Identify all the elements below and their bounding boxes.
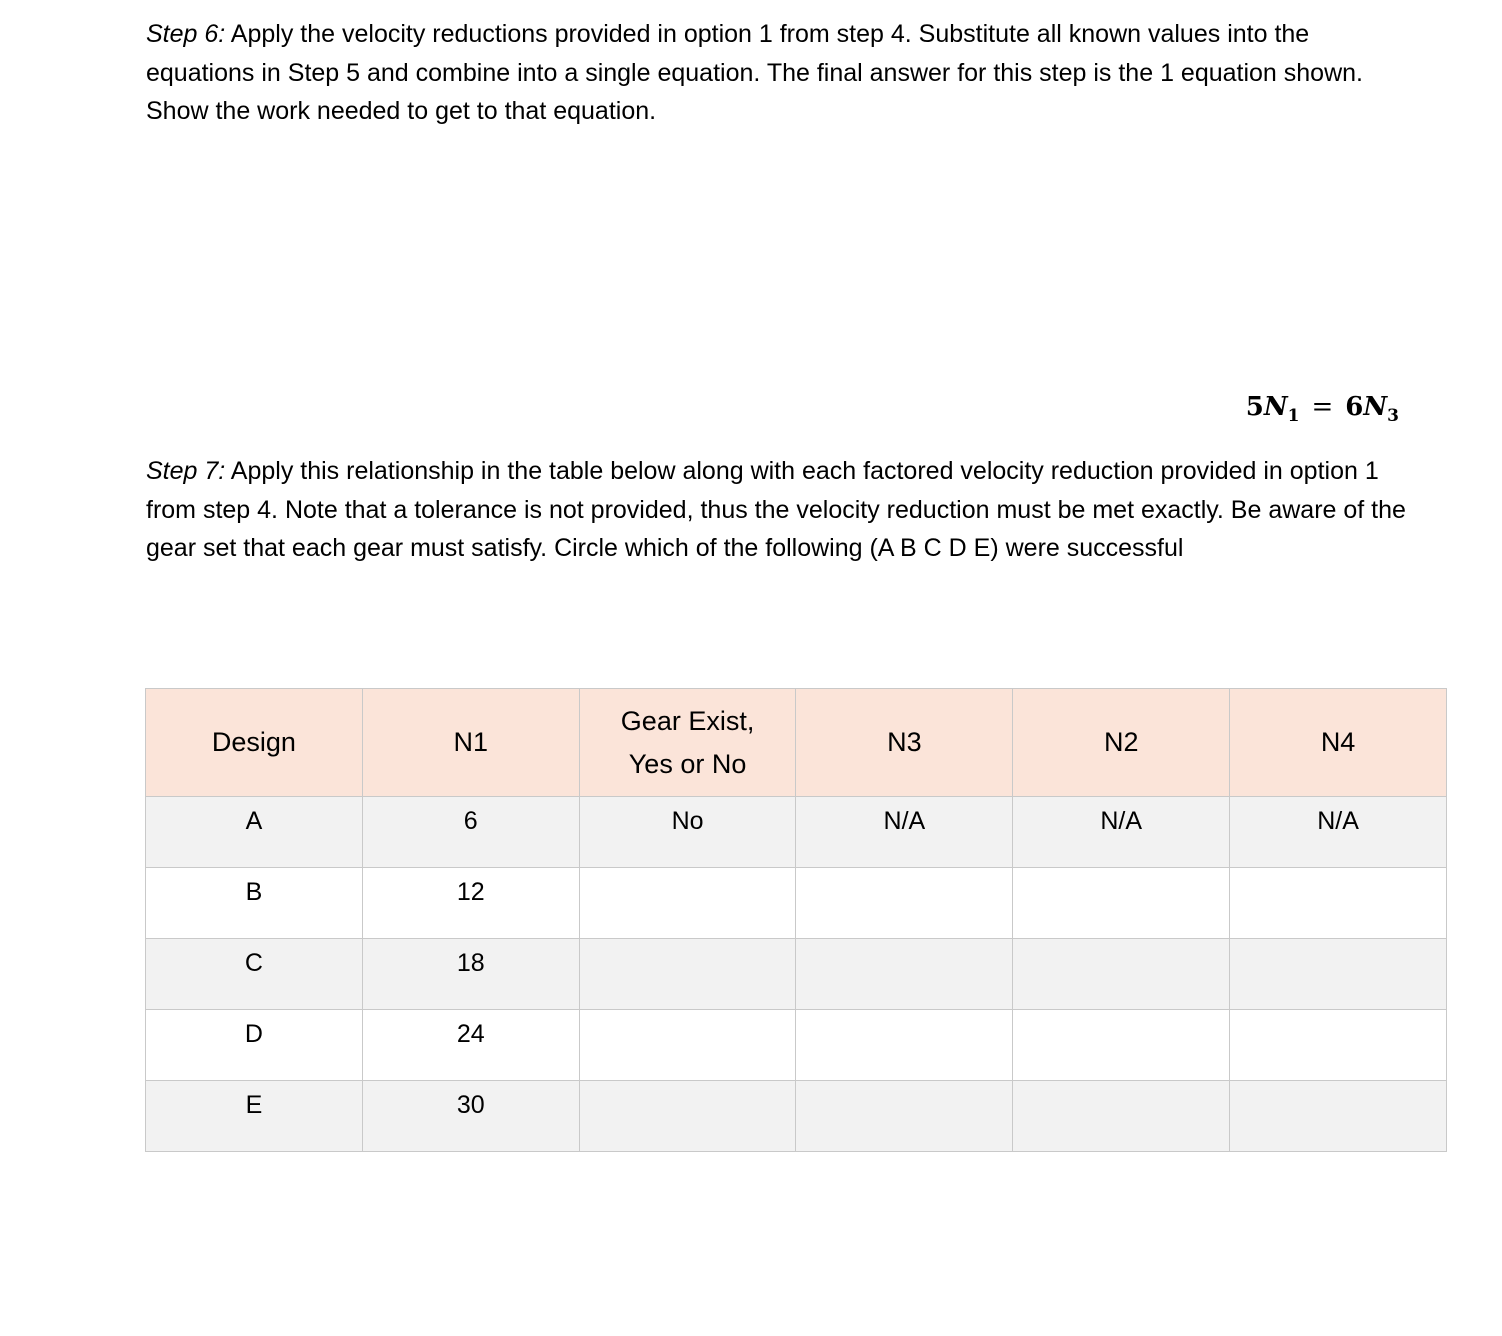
equation-right-sub: 3: [1387, 406, 1399, 427]
step-7-text: Apply this relationship in the table below along with each factored velocity reduction provided in option 1 from step 4. Note that a tolerance is not provided, thus the velocity reduction must be met exactly. Be aware of the gear set that each gear must satisfy. Circle which of the following (A B C D E) were successful: [146, 457, 1406, 563]
cell-n2[interactable]: [1013, 868, 1230, 939]
gear-design-table: [145, 688, 1447, 1152]
header-n3: N3: [796, 689, 1013, 797]
cell-n1: 6: [362, 797, 579, 868]
header-n1: N1: [362, 689, 579, 797]
header-gear-exist: [579, 689, 796, 797]
step-6-paragraph: [146, 15, 1406, 131]
header-gear-exist-line2: Yes or No: [628, 748, 747, 779]
header-n2: N2: [1013, 689, 1230, 797]
cell-n2[interactable]: N/A: [1013, 797, 1230, 868]
cell-gear-exist[interactable]: No: [579, 797, 796, 868]
cell-n1: 12: [362, 868, 579, 939]
cell-design: B: [146, 868, 363, 939]
cell-n4[interactable]: N/A: [1230, 797, 1447, 868]
step-7-label: Step 7:: [146, 457, 226, 485]
cell-gear-exist[interactable]: [579, 1081, 796, 1152]
table-row: [146, 939, 1447, 1010]
header-gear-exist-line1: Gear Exist,: [620, 705, 755, 736]
cell-n3[interactable]: [796, 1010, 1013, 1081]
cell-n1: 18: [362, 939, 579, 1010]
cell-design: E: [146, 1081, 363, 1152]
step-6-text: Apply the velocity reductions provided in option 1 from step 4. Substitute all known values into the equations in Step 5 and combine into a single equation. The final answer for this step is the 1 equation shown. Show the work needed to get to that equation.: [146, 20, 1363, 126]
cell-n4[interactable]: [1230, 1010, 1447, 1081]
cell-gear-exist[interactable]: [579, 939, 796, 1010]
cell-n1: 30: [362, 1081, 579, 1152]
equation-left-var: N: [1263, 392, 1288, 422]
equation-right-coef: 6: [1345, 392, 1364, 422]
equation-equals: =: [1311, 392, 1334, 422]
equation-left-sub: 1: [1287, 406, 1300, 427]
header-design: Design: [146, 689, 363, 797]
step-6-label: Step 6:: [146, 20, 226, 48]
header-n4: N4: [1230, 689, 1447, 797]
gear-equation: [1246, 392, 1399, 426]
cell-n2[interactable]: [1013, 1081, 1230, 1152]
table-row: [146, 1081, 1447, 1152]
equation-right-var: N: [1363, 392, 1388, 422]
cell-gear-exist[interactable]: [579, 1010, 796, 1081]
cell-n3[interactable]: [796, 1081, 1013, 1152]
table-row: [146, 868, 1447, 939]
cell-gear-exist[interactable]: [579, 868, 796, 939]
step-7-paragraph: [146, 452, 1406, 568]
cell-design: D: [146, 1010, 363, 1081]
cell-n2[interactable]: [1013, 939, 1230, 1010]
table-row: [146, 797, 1447, 868]
cell-design: C: [146, 939, 363, 1010]
cell-n4[interactable]: [1230, 1081, 1447, 1152]
table-header-row: [146, 689, 1447, 797]
cell-n3[interactable]: [796, 868, 1013, 939]
table-row: [146, 1010, 1447, 1081]
cell-n2[interactable]: [1013, 1010, 1230, 1081]
cell-n3[interactable]: N/A: [796, 797, 1013, 868]
cell-n1: 24: [362, 1010, 579, 1081]
cell-design: A: [146, 797, 363, 868]
cell-n4[interactable]: [1230, 868, 1447, 939]
cell-n4[interactable]: [1230, 939, 1447, 1010]
equation-left-coef: 5: [1245, 392, 1264, 422]
cell-n3[interactable]: [796, 939, 1013, 1010]
